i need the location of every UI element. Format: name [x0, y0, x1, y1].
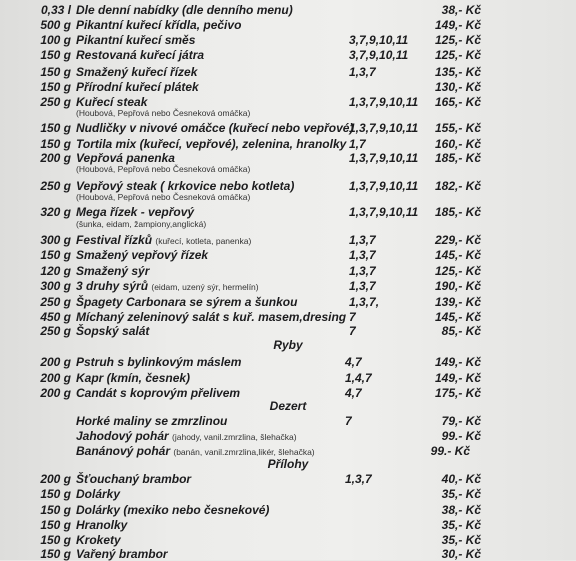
item-quantity: 200 g	[40, 472, 71, 486]
item-allergens: 1,3,7	[349, 248, 376, 262]
item-price: 125,- Kč	[434, 48, 481, 62]
item-quantity: 200 g	[40, 386, 71, 400]
item-price: 145,- Kč	[434, 248, 481, 262]
item-price: 99.- Kč	[441, 429, 481, 443]
item-name: Smažený kuřecí řízek	[76, 65, 198, 79]
section-heading-dezert: Dezert	[269, 399, 307, 413]
item-name: Tortila mix (kuřecí, vepřové), zelenina, hranolky	[76, 137, 347, 151]
item-quantity: 150 g	[40, 65, 71, 79]
item-quantity: 200 g	[40, 371, 71, 385]
item-price: 175,- Kč	[434, 386, 481, 400]
item-price: 149,- Kč	[434, 355, 481, 369]
item-name: Dolárky (mexiko nebo česnekové)	[76, 503, 270, 517]
item-price: 145,- Kč	[434, 310, 481, 324]
item-quantity: 500 g	[40, 18, 71, 32]
item-allergens: 1,3,7	[349, 279, 376, 293]
item-name: Pikantní kuřecí křídla, pečivo	[76, 18, 242, 32]
item-price: 79,- Kč	[441, 414, 481, 428]
item-name: Krokety	[76, 533, 121, 547]
item-quantity: 150 g	[40, 248, 71, 262]
item-price: 130,- Kč	[434, 80, 481, 94]
item-price: 149,- Kč	[434, 371, 481, 385]
item-allergens: 1,3,7,9,10,11	[349, 151, 419, 165]
item-price: 165,- Kč	[434, 95, 481, 109]
item-subtitle: (dle denního menu)	[182, 3, 293, 17]
item-price: 155,- Kč	[434, 121, 481, 135]
item-name	[76, 279, 259, 294]
item-quantity: 450 g	[40, 310, 71, 324]
item-quantity: 0,33 l	[40, 3, 71, 17]
item-allergens: 1,4,7	[345, 371, 372, 385]
item-quantity: 250 g	[40, 179, 71, 193]
item-price: 125,- Kč	[434, 33, 481, 47]
item-quantity: 300 g	[40, 279, 71, 293]
item-price: 35,- Kč	[441, 533, 481, 547]
item-price: 139,- Kč	[434, 295, 481, 309]
item-note: (Houbová, Pepřová nebo Česneková omáčka)	[76, 108, 251, 118]
item-name	[76, 233, 251, 248]
item-name: Špagety Carbonara se sýrem a šunkou	[76, 295, 298, 309]
item-name: Kapr (kmín, česnek)	[76, 371, 191, 385]
item-quantity: 150 g	[40, 547, 71, 561]
item-allergens: 4,7	[345, 386, 362, 400]
item-quantity: 250 g	[40, 324, 71, 338]
item-quantity: 150 g	[40, 48, 71, 62]
item-name: Restovaná kuřecí játra	[76, 48, 205, 62]
item-subtitle: (kuřecí, kotleta, panenka)	[155, 236, 252, 246]
item-subtitle: (jahody, vanil.zmrzlina, šlehačka)	[172, 432, 297, 442]
item-name: Vepřová panenka	[76, 151, 175, 165]
item-quantity: 150 g	[40, 80, 71, 94]
item-name: Nudličky v nivové omáčce (kuřecí nebo vepřové)	[76, 121, 354, 135]
item-quantity: 200 g	[40, 355, 71, 369]
item-name	[76, 3, 293, 17]
item-price: 185,- Kč	[434, 205, 481, 219]
item-name: Mega řízek - vepřový	[76, 205, 195, 219]
item-allergens: 1,3,7,	[349, 295, 380, 309]
item-quantity: 100 g	[40, 33, 71, 47]
item-quantity: 250 g	[40, 295, 71, 309]
item-allergens: 7	[349, 324, 356, 338]
item-name: Šopský salát	[76, 324, 150, 338]
item-allergens: 3,7,9,10,11	[349, 48, 409, 62]
item-name: Smažený vepřový řízek	[76, 248, 209, 262]
item-quantity: 150 g	[40, 503, 71, 517]
item-allergens: 1,3,7,9,10,11	[349, 205, 419, 219]
section-heading-prilohy: Přílohy	[267, 457, 309, 471]
item-name: Přírodní kuřecí plátek	[76, 80, 199, 94]
item-name: Hranolky	[76, 518, 128, 532]
item-allergens: 1,3,7	[349, 264, 376, 278]
item-note: (šunka, eidam, žampiony,anglická)	[76, 219, 207, 229]
item-price: 149,- Kč	[434, 18, 481, 32]
item-quantity: 150 g	[40, 137, 71, 151]
item-price: 85,- Kč	[441, 324, 481, 338]
item-price: 99.- Kč	[430, 444, 470, 458]
item-allergens: 4,7	[345, 355, 362, 369]
item-name: Horké maliny se zmrzlinou	[76, 414, 228, 428]
item-name-text: Festival řízků	[76, 233, 153, 247]
item-name-text: Dle denní nabídky	[76, 3, 179, 17]
item-price: 185,- Kč	[434, 151, 481, 165]
item-price: 229,- Kč	[434, 233, 481, 247]
item-name: Smažený sýr	[76, 264, 150, 278]
item-price: 38,- Kč	[441, 503, 481, 517]
item-allergens: 1,3,7,9,10,11	[349, 121, 419, 135]
item-allergens: 1,3,7,9,10,11	[349, 179, 419, 193]
item-allergens: 7	[345, 414, 352, 428]
item-allergens: 1,3,7	[349, 233, 376, 247]
item-price: 182,- Kč	[434, 179, 481, 193]
item-price: 38,- Kč	[441, 3, 481, 17]
item-name: Pstruh s bylinkovým máslem	[76, 355, 242, 369]
item-quantity: 150 g	[40, 121, 71, 135]
item-allergens: 1,7	[349, 137, 366, 151]
item-allergens: 7	[349, 310, 356, 324]
item-allergens: 1,3,7	[349, 65, 376, 79]
item-allergens: 1,3,7	[345, 472, 372, 486]
section-heading-ryby: Ryby	[273, 338, 303, 352]
item-price: 35,- Kč	[441, 487, 481, 501]
item-quantity: 150 g	[40, 533, 71, 547]
item-subtitle: (banán, vanil.zmrzlina,likér, šlehačka)	[173, 447, 315, 457]
item-allergens: 1,3,7,9,10,11	[349, 95, 419, 109]
item-price: 160,- Kč	[434, 137, 481, 151]
item-name: Pikantní kuřecí směs	[76, 33, 196, 47]
item-quantity: 300 g	[40, 233, 71, 247]
item-name	[76, 429, 297, 444]
item-price: 135,- Kč	[434, 65, 481, 79]
item-name: Dolárky	[76, 487, 121, 501]
item-price: 125,- Kč	[434, 264, 481, 278]
item-note: (Houbová, Pepřová nebo Česneková omáčka)	[76, 192, 251, 202]
item-allergens: 3,7,9,10,11	[349, 33, 409, 47]
item-name-text: 3 druhy sýrů	[76, 279, 149, 293]
item-name: Vařený brambor	[76, 547, 168, 561]
item-name: Šťouchaný brambor	[76, 472, 192, 486]
item-quantity: 120 g	[40, 264, 71, 278]
item-name: Candát s koprovým přelivem	[76, 386, 241, 400]
item-price: 190,- Kč	[434, 279, 481, 293]
item-name: Vepřový steak ( krkovice nebo kotleta)	[76, 179, 295, 193]
item-quantity: 320 g	[40, 205, 71, 219]
item-price: 30,- Kč	[441, 547, 481, 561]
item-quantity: 250 g	[40, 95, 71, 109]
item-name-text: Banánový pohár	[76, 444, 171, 458]
item-name: Kuřecí steak	[76, 95, 148, 109]
item-subtitle: (eidam, uzený sýr, hermelín)	[151, 282, 259, 292]
item-quantity: 200 g	[40, 151, 71, 165]
item-name: Míchaný zeleninový salát s kuř. masem,dresing	[76, 310, 347, 324]
item-price: 35,- Kč	[441, 518, 481, 532]
item-name-text: Jahodový pohár	[76, 429, 169, 443]
item-price: 40,- Kč	[441, 472, 481, 486]
item-note: (Houbová, Pepřová nebo Česneková omáčka)	[76, 164, 251, 174]
item-quantity: 150 g	[40, 518, 71, 532]
item-quantity: 150 g	[40, 487, 71, 501]
